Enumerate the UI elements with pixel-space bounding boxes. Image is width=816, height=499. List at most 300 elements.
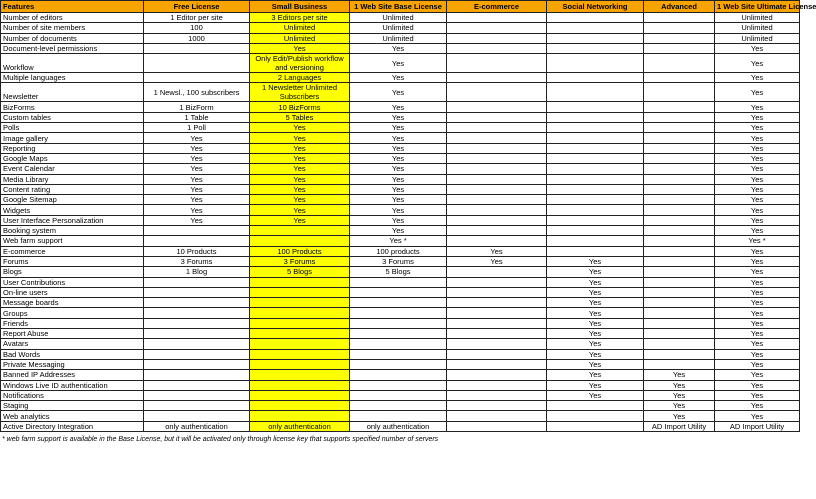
feature-cell: Media Library	[1, 174, 144, 184]
advanced-cell: AD Import Utility	[644, 421, 715, 431]
ultimate-license-cell: Yes	[715, 112, 800, 122]
free-license-cell	[144, 287, 250, 297]
social-networking-cell	[547, 236, 644, 246]
footnote: * web farm support is available in the Base License, but it will be activated only through license key that supports specified number of servers	[2, 435, 439, 443]
table-row-avatars	[1, 339, 800, 349]
feature-cell: Google Sitemap	[1, 195, 144, 205]
header-free-license: Free License	[144, 1, 250, 13]
small-business-cell: Yes	[250, 43, 350, 53]
advanced-cell	[644, 13, 715, 23]
advanced-cell	[644, 236, 715, 246]
base-license-cell: Unlimited	[350, 13, 447, 23]
table-row-number-of-documents	[1, 33, 800, 43]
e-commerce-cell	[447, 277, 547, 287]
small-business-cell: Only Edit/Publish workflow and versioning	[250, 54, 350, 73]
small-business-cell	[250, 401, 350, 411]
table-row-booking-system	[1, 226, 800, 236]
table-row-media-library	[1, 174, 800, 184]
free-license-cell	[144, 329, 250, 339]
feature-cell: Windows Live ID authentication	[1, 380, 144, 390]
feature-cell: Number of editors	[1, 13, 144, 23]
ultimate-license-cell: Yes *	[715, 236, 800, 246]
table-row-google-sitemap	[1, 195, 800, 205]
base-license-cell	[350, 277, 447, 287]
advanced-cell	[644, 349, 715, 359]
social-networking-cell	[547, 43, 644, 53]
social-networking-cell	[547, 421, 644, 431]
ultimate-license-cell: Yes	[715, 267, 800, 277]
feature-cell: Report Abuse	[1, 329, 144, 339]
table-row-banned-ip-addresses	[1, 370, 800, 380]
small-business-cell: 3 Forums	[250, 256, 350, 266]
free-license-cell	[144, 236, 250, 246]
base-license-cell: Yes	[350, 73, 447, 83]
small-business-cell: 100 Products	[250, 246, 350, 256]
ultimate-license-cell: Yes	[715, 83, 800, 102]
advanced-cell	[644, 215, 715, 225]
e-commerce-cell	[447, 102, 547, 112]
e-commerce-cell	[447, 215, 547, 225]
table-row-active-directory	[1, 421, 800, 431]
feature-cell: Private Messaging	[1, 359, 144, 369]
base-license-cell: Yes	[350, 102, 447, 112]
table-row-online-users	[1, 287, 800, 297]
ultimate-license-cell: Yes	[715, 329, 800, 339]
e-commerce-cell	[447, 153, 547, 163]
social-networking-cell	[547, 205, 644, 215]
free-license-cell	[144, 390, 250, 400]
ultimate-license-cell: Yes	[715, 195, 800, 205]
social-networking-cell: Yes	[547, 256, 644, 266]
small-business-cell	[250, 277, 350, 287]
feature-cell: Active Directory Integration	[1, 421, 144, 431]
e-commerce-cell	[447, 164, 547, 174]
small-business-cell: Yes	[250, 164, 350, 174]
small-business-cell: 5 Blogs	[250, 267, 350, 277]
small-business-cell: only authentication	[250, 421, 350, 431]
ultimate-license-cell: Yes	[715, 164, 800, 174]
free-license-cell	[144, 411, 250, 421]
e-commerce-cell	[447, 329, 547, 339]
header-e-commerce: E-commerce	[447, 1, 547, 13]
e-commerce-cell: Yes	[447, 246, 547, 256]
advanced-cell	[644, 308, 715, 318]
social-networking-cell: Yes	[547, 267, 644, 277]
feature-cell: Custom tables	[1, 112, 144, 122]
header-social-networking: Social Networking	[547, 1, 644, 13]
small-business-cell	[250, 308, 350, 318]
social-networking-cell	[547, 23, 644, 33]
ultimate-license-cell: Yes	[715, 205, 800, 215]
e-commerce-cell	[447, 13, 547, 23]
ultimate-license-cell: Yes	[715, 380, 800, 390]
social-networking-cell: Yes	[547, 318, 644, 328]
social-networking-cell	[547, 83, 644, 102]
advanced-cell	[644, 153, 715, 163]
feature-cell: On-line users	[1, 287, 144, 297]
small-business-cell: Yes	[250, 184, 350, 194]
advanced-cell	[644, 339, 715, 349]
ultimate-license-cell: Yes	[715, 401, 800, 411]
e-commerce-cell	[447, 23, 547, 33]
base-license-cell: Yes	[350, 153, 447, 163]
base-license-cell: Yes	[350, 143, 447, 153]
advanced-cell	[644, 359, 715, 369]
base-license-cell	[350, 359, 447, 369]
feature-cell: Web analytics	[1, 411, 144, 421]
advanced-cell: Yes	[644, 411, 715, 421]
e-commerce-cell	[447, 390, 547, 400]
social-networking-cell	[547, 73, 644, 83]
small-business-cell	[250, 380, 350, 390]
small-business-cell	[250, 339, 350, 349]
small-business-cell	[250, 226, 350, 236]
free-license-cell: Yes	[144, 164, 250, 174]
small-business-cell: Yes	[250, 215, 350, 225]
e-commerce-cell	[447, 33, 547, 43]
e-commerce-cell	[447, 54, 547, 73]
table-row-friends	[1, 318, 800, 328]
table-row-custom-tables	[1, 112, 800, 122]
ultimate-license-cell: Yes	[715, 73, 800, 83]
base-license-cell	[350, 401, 447, 411]
header-ultimate-license: 1 Web Site Ultimate License	[715, 1, 800, 13]
table-row-e-commerce	[1, 246, 800, 256]
social-networking-cell: Yes	[547, 329, 644, 339]
feature-cell: Web farm support	[1, 236, 144, 246]
feature-cell: Staging	[1, 401, 144, 411]
advanced-cell	[644, 133, 715, 143]
table-body	[1, 13, 800, 432]
ultimate-license-cell: Yes	[715, 184, 800, 194]
advanced-cell	[644, 226, 715, 236]
free-license-cell	[144, 339, 250, 349]
e-commerce-cell: Yes	[447, 256, 547, 266]
feature-cell: Document-level permissions	[1, 43, 144, 53]
advanced-cell	[644, 102, 715, 112]
e-commerce-cell	[447, 174, 547, 184]
advanced-cell	[644, 123, 715, 133]
social-networking-cell	[547, 164, 644, 174]
social-networking-cell: Yes	[547, 308, 644, 318]
advanced-cell	[644, 143, 715, 153]
free-license-cell	[144, 54, 250, 73]
base-license-cell: Yes	[350, 215, 447, 225]
e-commerce-cell	[447, 349, 547, 359]
social-networking-cell	[547, 411, 644, 421]
ultimate-license-cell: Yes	[715, 287, 800, 297]
free-license-cell: Yes	[144, 195, 250, 205]
feature-cell: Bad Words	[1, 349, 144, 359]
advanced-cell	[644, 23, 715, 33]
e-commerce-cell	[447, 318, 547, 328]
table-row-number-of-editors	[1, 13, 800, 23]
ultimate-license-cell: Yes	[715, 390, 800, 400]
small-business-cell: 3 Editors per site	[250, 13, 350, 23]
free-license-cell: 1 BizForm	[144, 102, 250, 112]
table-row-newsletter	[1, 83, 800, 102]
ultimate-license-cell: Yes	[715, 277, 800, 287]
social-networking-cell: Yes	[547, 370, 644, 380]
free-license-cell: 1 Newsl., 100 subscribers	[144, 83, 250, 102]
free-license-cell: 100	[144, 23, 250, 33]
table-row-message-boards	[1, 298, 800, 308]
e-commerce-cell	[447, 143, 547, 153]
table-row-forums	[1, 256, 800, 266]
base-license-cell	[350, 329, 447, 339]
table-row-web-analytics	[1, 411, 800, 421]
advanced-cell	[644, 267, 715, 277]
free-license-cell	[144, 43, 250, 53]
small-business-cell	[250, 359, 350, 369]
ultimate-license-cell: Unlimited	[715, 23, 800, 33]
free-license-cell: only authentication	[144, 421, 250, 431]
social-networking-cell	[547, 33, 644, 43]
social-networking-cell: Yes	[547, 339, 644, 349]
header-features: Features	[1, 1, 144, 13]
social-networking-cell	[547, 174, 644, 184]
advanced-cell: Yes	[644, 390, 715, 400]
table-row-bizforms	[1, 102, 800, 112]
base-license-cell	[350, 390, 447, 400]
social-networking-cell	[547, 153, 644, 163]
feature-cell: Widgets	[1, 205, 144, 215]
base-license-cell: Yes	[350, 43, 447, 53]
free-license-cell	[144, 277, 250, 287]
feature-cell: Number of site members	[1, 23, 144, 33]
free-license-cell: Yes	[144, 153, 250, 163]
advanced-cell	[644, 43, 715, 53]
free-license-cell: 1 Table	[144, 112, 250, 122]
social-networking-cell	[547, 195, 644, 205]
social-networking-cell	[547, 215, 644, 225]
small-business-cell	[250, 318, 350, 328]
small-business-cell: Yes	[250, 174, 350, 184]
base-license-cell	[350, 308, 447, 318]
base-license-cell: 5 Blogs	[350, 267, 447, 277]
social-networking-cell: Yes	[547, 277, 644, 287]
small-business-cell: 10 BizForms	[250, 102, 350, 112]
table-row-private-messaging	[1, 359, 800, 369]
ultimate-license-cell: Yes	[715, 123, 800, 133]
ultimate-license-cell: Yes	[715, 298, 800, 308]
base-license-cell: Yes	[350, 83, 447, 102]
advanced-cell	[644, 287, 715, 297]
advanced-cell	[644, 205, 715, 215]
social-networking-cell: Yes	[547, 298, 644, 308]
social-networking-cell: Yes	[547, 380, 644, 390]
social-networking-cell	[547, 401, 644, 411]
base-license-cell	[350, 339, 447, 349]
e-commerce-cell	[447, 112, 547, 122]
header-small-business: Small Business	[250, 1, 350, 13]
table-row-bad-words	[1, 349, 800, 359]
social-networking-cell	[547, 143, 644, 153]
free-license-cell: Yes	[144, 215, 250, 225]
ultimate-license-cell: Yes	[715, 226, 800, 236]
advanced-cell: Yes	[644, 370, 715, 380]
feature-cell: Groups	[1, 308, 144, 318]
free-license-cell	[144, 370, 250, 380]
advanced-cell	[644, 256, 715, 266]
advanced-cell	[644, 73, 715, 83]
advanced-cell	[644, 246, 715, 256]
social-networking-cell: Yes	[547, 359, 644, 369]
social-networking-cell	[547, 112, 644, 122]
free-license-cell	[144, 380, 250, 390]
ultimate-license-cell: Yes	[715, 308, 800, 318]
small-business-cell: 1 Newsletter Unlimited Subscribers	[250, 83, 350, 102]
table-row-number-of-site-members	[1, 23, 800, 33]
e-commerce-cell	[447, 184, 547, 194]
small-business-cell	[250, 411, 350, 421]
free-license-cell	[144, 401, 250, 411]
ultimate-license-cell: Yes	[715, 143, 800, 153]
e-commerce-cell	[447, 370, 547, 380]
small-business-cell	[250, 287, 350, 297]
e-commerce-cell	[447, 133, 547, 143]
e-commerce-cell	[447, 339, 547, 349]
table-row-staging	[1, 401, 800, 411]
e-commerce-cell	[447, 421, 547, 431]
e-commerce-cell	[447, 380, 547, 390]
free-license-cell: Yes	[144, 184, 250, 194]
small-business-cell: Yes	[250, 205, 350, 215]
advanced-cell	[644, 83, 715, 102]
feature-cell: E-commerce	[1, 246, 144, 256]
ultimate-license-cell: Yes	[715, 43, 800, 53]
feature-cell: User Interface Personalization	[1, 215, 144, 225]
feature-cell: Newsletter	[1, 83, 144, 102]
e-commerce-cell	[447, 359, 547, 369]
free-license-cell: 1000	[144, 33, 250, 43]
ultimate-license-cell: Yes	[715, 339, 800, 349]
e-commerce-cell	[447, 298, 547, 308]
base-license-cell: Yes	[350, 195, 447, 205]
table-row-content-rating	[1, 184, 800, 194]
base-license-cell: Yes	[350, 54, 447, 73]
ultimate-license-cell: Yes	[715, 102, 800, 112]
small-business-cell: Yes	[250, 143, 350, 153]
small-business-cell	[250, 329, 350, 339]
ultimate-license-cell: Unlimited	[715, 13, 800, 23]
feature-cell: User Contributions	[1, 277, 144, 287]
advanced-cell	[644, 277, 715, 287]
free-license-cell	[144, 308, 250, 318]
advanced-cell	[644, 164, 715, 174]
free-license-cell: 1 Poll	[144, 123, 250, 133]
social-networking-cell: Yes	[547, 390, 644, 400]
feature-cell: Banned IP Addresses	[1, 370, 144, 380]
header-advanced: Advanced	[644, 1, 715, 13]
social-networking-cell: Yes	[547, 349, 644, 359]
feature-cell: Avatars	[1, 339, 144, 349]
ultimate-license-cell: Yes	[715, 215, 800, 225]
social-networking-cell	[547, 226, 644, 236]
advanced-cell	[644, 318, 715, 328]
feature-cell: Forums	[1, 256, 144, 266]
base-license-cell	[350, 349, 447, 359]
small-business-cell	[250, 349, 350, 359]
ultimate-license-cell: Yes	[715, 246, 800, 256]
feature-cell: Image gallery	[1, 133, 144, 143]
free-license-cell: 1 Editor per site	[144, 13, 250, 23]
free-license-cell: Yes	[144, 174, 250, 184]
header-row	[1, 1, 800, 13]
table-row-document-level-permissions	[1, 43, 800, 53]
table-row-ui-personalization	[1, 215, 800, 225]
table-row-reporting	[1, 143, 800, 153]
e-commerce-cell	[447, 308, 547, 318]
feature-cell: Google Maps	[1, 153, 144, 163]
small-business-cell: Unlimited	[250, 23, 350, 33]
free-license-cell	[144, 73, 250, 83]
feature-cell: Workflow	[1, 54, 144, 73]
base-license-cell	[350, 287, 447, 297]
table-row-notifications	[1, 390, 800, 400]
base-license-cell: Yes	[350, 226, 447, 236]
base-license-cell	[350, 411, 447, 421]
advanced-cell	[644, 112, 715, 122]
social-networking-cell	[547, 13, 644, 23]
advanced-cell: Yes	[644, 401, 715, 411]
social-networking-cell	[547, 184, 644, 194]
base-license-cell: Yes	[350, 164, 447, 174]
feature-cell: Notifications	[1, 390, 144, 400]
free-license-cell: 3 Forums	[144, 256, 250, 266]
base-license-cell	[350, 298, 447, 308]
table-row-widgets	[1, 205, 800, 215]
small-business-cell: Unlimited	[250, 33, 350, 43]
social-networking-cell	[547, 54, 644, 73]
ultimate-license-cell: Yes	[715, 411, 800, 421]
free-license-cell	[144, 349, 250, 359]
ultimate-license-cell: Yes	[715, 153, 800, 163]
base-license-cell: Yes	[350, 174, 447, 184]
advanced-cell: Yes	[644, 380, 715, 390]
base-license-cell: Yes	[350, 184, 447, 194]
base-license-cell: Yes	[350, 133, 447, 143]
base-license-cell	[350, 370, 447, 380]
advanced-cell	[644, 54, 715, 73]
base-license-cell: Unlimited	[350, 23, 447, 33]
e-commerce-cell	[447, 236, 547, 246]
e-commerce-cell	[447, 287, 547, 297]
small-business-cell: Yes	[250, 195, 350, 205]
small-business-cell: Yes	[250, 153, 350, 163]
feature-cell: Blogs	[1, 267, 144, 277]
feature-cell: Booking system	[1, 226, 144, 236]
ultimate-license-cell: Unlimited	[715, 33, 800, 43]
advanced-cell	[644, 174, 715, 184]
small-business-cell: Yes	[250, 133, 350, 143]
base-license-cell: Yes	[350, 123, 447, 133]
ultimate-license-cell: Yes	[715, 256, 800, 266]
base-license-cell	[350, 318, 447, 328]
advanced-cell	[644, 195, 715, 205]
feature-cell: Polls	[1, 123, 144, 133]
e-commerce-cell	[447, 401, 547, 411]
social-networking-cell	[547, 102, 644, 112]
free-license-cell: Yes	[144, 143, 250, 153]
small-business-cell	[250, 298, 350, 308]
feature-cell: Message boards	[1, 298, 144, 308]
table-row-user-contributions	[1, 277, 800, 287]
table-row-image-gallery	[1, 133, 800, 143]
free-license-cell	[144, 359, 250, 369]
table-row-web-farm-support	[1, 236, 800, 246]
social-networking-cell	[547, 133, 644, 143]
